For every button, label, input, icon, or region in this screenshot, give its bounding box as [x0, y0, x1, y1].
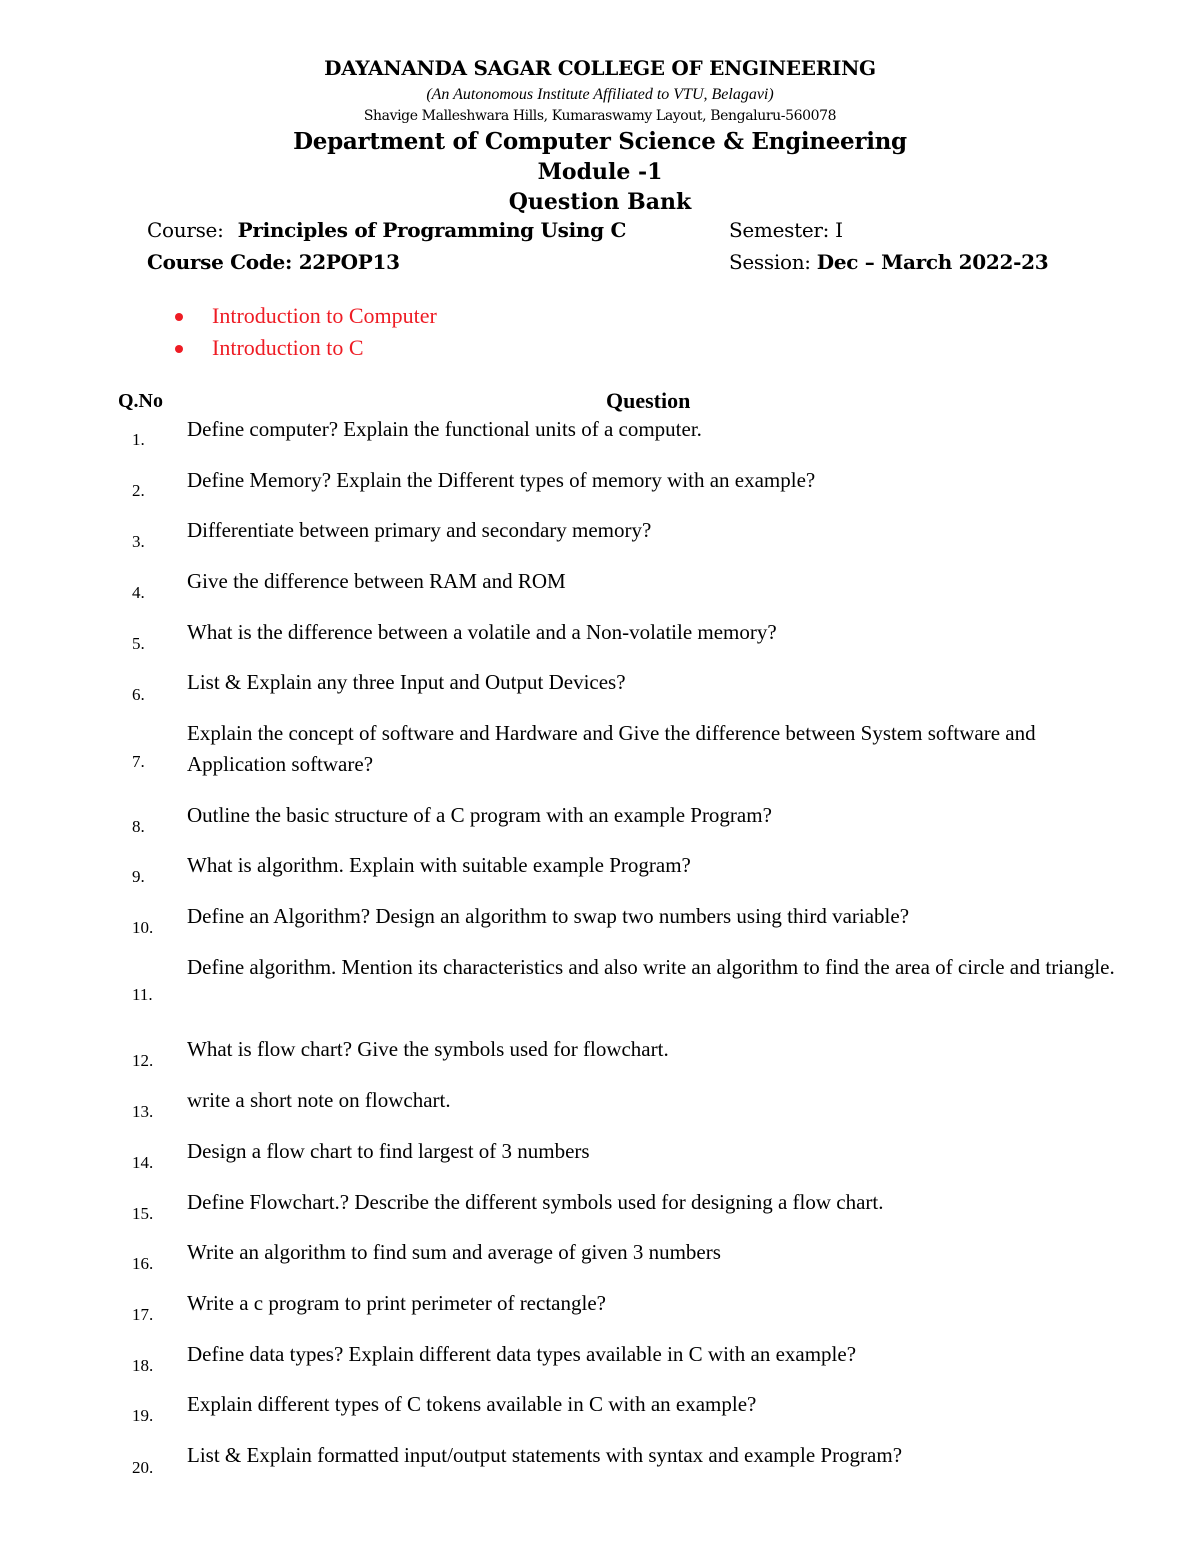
department-title: Department of Computer Science & Engineering: [293, 128, 907, 155]
question-text: write a short note on flowchart.: [187, 1088, 451, 1112]
question-text: Write a c program to print perimeter of rectangle?: [187, 1291, 606, 1315]
column-header-qno: Q.No: [118, 390, 163, 412]
question-text: Define an Algorithm? Design an algorithm to swap two numbers using third variable?: [187, 904, 910, 928]
question-number: 16.: [132, 1254, 154, 1273]
question-text: Explain the concept of software and Hardware and Give the difference between System software and Application software?: [187, 721, 1036, 776]
question-text: Write an algorithm to find sum and average of given 3 numbers: [187, 1240, 721, 1264]
document-title: Question Bank: [508, 189, 692, 215]
question-number: 13.: [132, 1102, 154, 1121]
session-line: [729, 250, 1048, 274]
question-text: What is the difference between a volatile and a Non-volatile memory?: [187, 620, 777, 644]
question-number: 14.: [132, 1153, 154, 1172]
question-text: List & Explain formatted input/output statements with syntax and example Program?: [187, 1443, 903, 1467]
question-text: Define algorithm. Mention its characteristics and also write an algorithm to find the area of circle and triangle.: [187, 955, 1115, 979]
question-number: 6.: [132, 685, 145, 704]
course-line: [147, 218, 626, 242]
question-number: 10.: [132, 918, 154, 937]
question-text: Design a flow chart to find largest of 3 numbers: [187, 1139, 590, 1163]
bullet-icon: [175, 345, 183, 353]
question-number: 3.: [132, 532, 145, 551]
topic-item: Introduction to Computer: [170, 300, 437, 332]
question-number: 7.: [132, 752, 145, 771]
address-line: Shavige Malleshwara Hills, Kumaraswamy Layout, Bengaluru-560078: [363, 108, 837, 124]
course-label: Course:: [147, 218, 224, 242]
question-number: 15.: [132, 1204, 154, 1223]
question-number: 19.: [132, 1406, 154, 1425]
semester: Semester: I: [729, 218, 843, 242]
question-number: 18.: [132, 1356, 154, 1375]
question-text: Define Flowchart.? Describe the different symbols used for designing a flow chart.: [187, 1190, 884, 1214]
question-text: Define computer? Explain the functional units of a computer.: [187, 417, 702, 441]
session-value: Dec – March 2022-23: [816, 250, 1049, 274]
question-text: Give the difference between RAM and ROM: [187, 569, 566, 593]
bullet-icon: [175, 313, 183, 321]
topic-list: [170, 300, 437, 364]
question-number: 20.: [132, 1458, 154, 1477]
question-number: 1.: [132, 430, 145, 449]
affiliation-line: (An Autonomous Institute Affiliated to VTU, Belagavi): [426, 86, 774, 103]
question-text: Outline the basic structure of a C program with an example Program?: [187, 803, 772, 827]
question-number: 2.: [132, 481, 145, 500]
question-number: 9.: [132, 867, 145, 886]
topic-item: Introduction to C: [170, 332, 437, 364]
question-number: 11.: [132, 985, 153, 1004]
question-text: Define data types? Explain different data types available in C with an example?: [187, 1342, 857, 1366]
question-number: 17.: [132, 1305, 154, 1324]
question-text: What is flow chart? Give the symbols used for flowchart.: [187, 1037, 669, 1061]
question-text: Explain different types of C tokens available in C with an example?: [187, 1392, 757, 1416]
question-text: Differentiate between primary and secondary memory?: [187, 518, 652, 542]
course-value: Principles of Programming Using C: [237, 218, 627, 242]
question-text: Define Memory? Explain the Different types of memory with an example?: [187, 468, 816, 492]
course-code: Course Code: 22POP13: [147, 250, 400, 274]
question-number: 4.: [132, 583, 145, 602]
question-number: 5.: [132, 634, 145, 653]
module-title: Module -1: [537, 159, 663, 185]
session-label: Session:: [729, 250, 811, 274]
question-text: List & Explain any three Input and Output Devices?: [187, 670, 626, 694]
column-header-question: Question: [606, 388, 691, 413]
question-number: 8.: [132, 817, 145, 836]
question-number: 12.: [132, 1051, 154, 1070]
institution-name: DAYANANDA SAGAR COLLEGE OF ENGINEERING: [324, 56, 876, 80]
question-text: What is algorithm. Explain with suitable example Program?: [187, 853, 691, 877]
